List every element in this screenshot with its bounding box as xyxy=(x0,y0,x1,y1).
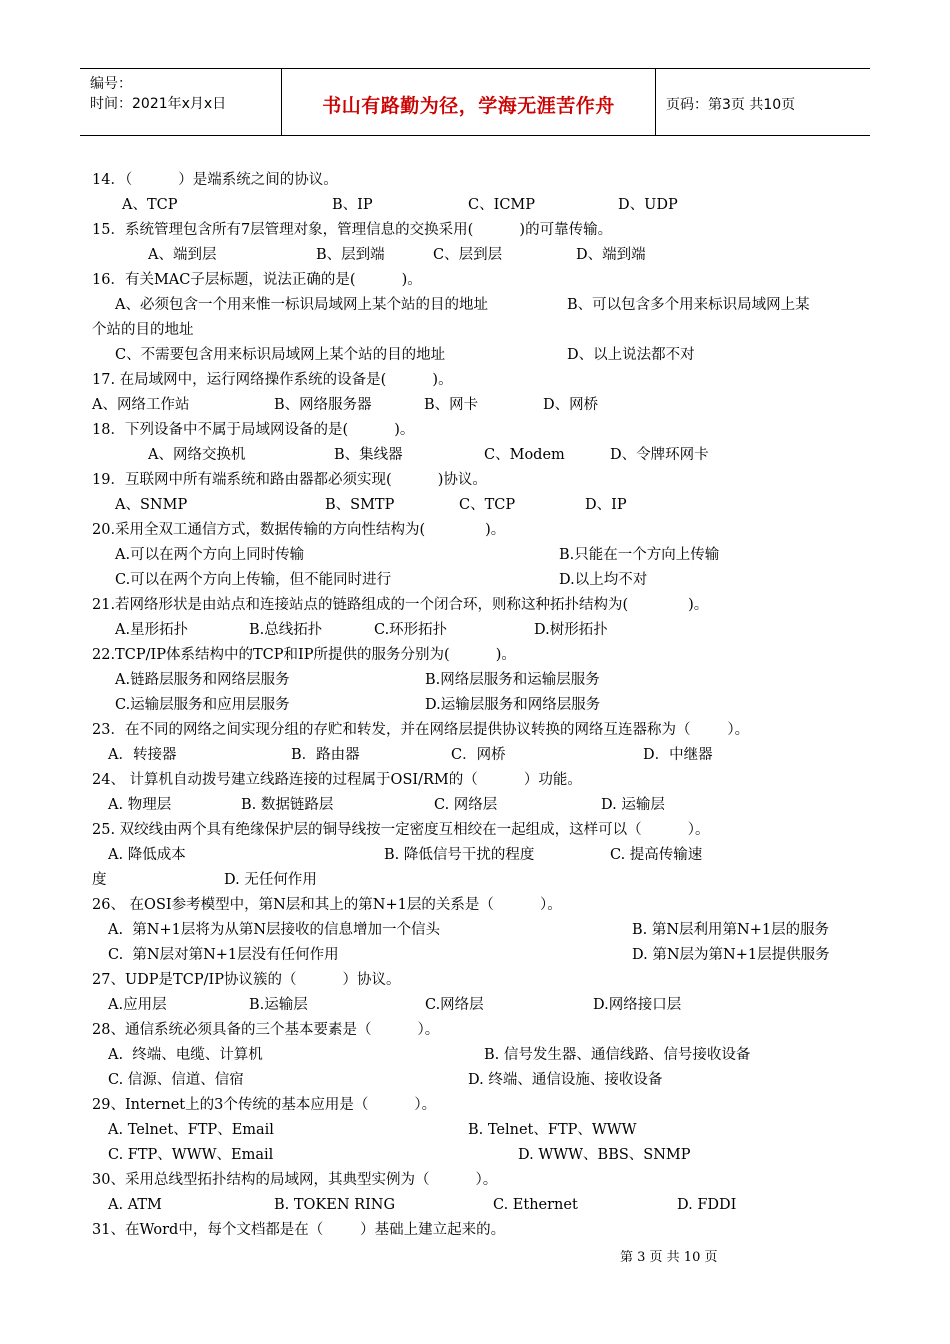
option: D. 终端、通信设施、接收设备 xyxy=(468,1072,663,1088)
question-28: 28、通信系统必须具备的三个基本要素是（ ）。 xyxy=(92,1022,440,1038)
option: A. ATM xyxy=(108,1197,162,1213)
option: B.网络层服务和运输层服务 xyxy=(425,672,600,688)
header-meta-cell xyxy=(80,69,282,135)
option: C.运输层服务和应用层服务 xyxy=(115,697,290,713)
option: C. FTP、WWW、Email xyxy=(108,1147,274,1163)
question-21: 21.若网络形状是由站点和连接站点的链路组成的一个闭合环，则称这种拓扑结构为( )。 xyxy=(92,597,709,613)
question-31: 31、在Word中，每个文档都是在（ ）基础上建立起来的。 xyxy=(92,1222,506,1238)
question-15: 15．系统管理包含所有7层管理对象，管理信息的交换采用( )的可靠传输。 xyxy=(92,222,613,238)
option: D、网桥 xyxy=(543,397,599,413)
motto-text: 书山有路勤为径，学海无涯苦作舟 xyxy=(322,95,615,117)
option: B、SMTP xyxy=(325,497,395,513)
option: B、集线器 xyxy=(334,447,403,463)
option: B．路由器 xyxy=(291,747,360,763)
option: D.以上均不对 xyxy=(559,572,648,588)
option: B. TOKEN RING xyxy=(274,1197,396,1213)
option: B、网卡 xyxy=(424,397,479,413)
option: A.链路层服务和网络层服务 xyxy=(115,672,290,688)
option: C、ICMP xyxy=(468,197,536,213)
option: C.可以在两个方向上传输，但不能同时进行 xyxy=(115,572,392,588)
option-continuation: 个站的目的地址 xyxy=(92,322,194,338)
question-14: 14．（ ）是端系统之间的协议。 xyxy=(92,172,338,188)
option: A、网络交换机 xyxy=(148,447,246,463)
option: D. FDDI xyxy=(677,1197,737,1213)
option: A.可以在两个方向上同时传输 xyxy=(115,547,305,563)
question-18: 18．下列设备中不属于局域网设备的是( )。 xyxy=(92,422,415,438)
question-24: 24、 计算机自动拨号建立线路连接的过程属于OSI/RM的（ ）功能。 xyxy=(92,772,582,788)
option: B. 第N层利用第N+1层的服务 xyxy=(632,922,830,938)
option: D. 无任何作用 xyxy=(224,872,317,888)
option: C、TCP xyxy=(459,497,516,513)
option: C、层到层 xyxy=(433,247,503,263)
question-17: 17. 在局域网中，运行网络操作系统的设备是( )。 xyxy=(92,372,453,388)
option: A、网络工作站 xyxy=(92,397,190,413)
option: C. 提高传输速 xyxy=(610,847,703,863)
option: C. 第N层对第N+1层没有任何作用 xyxy=(108,947,339,963)
option: B、网络服务器 xyxy=(274,397,372,413)
option: B. 数据链路层 xyxy=(241,797,334,813)
question-25: 25. 双绞线由两个具有绝缘保护层的铜导线按一定密度互相绞在一起组成，这样可以（ ）。 xyxy=(92,822,710,838)
question-20: 20.采用全双工通信方式，数据传输的方向性结构为( )。 xyxy=(92,522,506,538)
header-motto-cell xyxy=(282,69,656,135)
option: D、UDP xyxy=(618,197,678,213)
option: A、端到层 xyxy=(148,247,217,263)
option: D.树形拓扑 xyxy=(534,622,608,638)
option: C.网络层 xyxy=(425,997,484,1013)
option: B.运输层 xyxy=(249,997,308,1013)
option: A. 第N+1层将为从第N层接收的信息增加一个信头 xyxy=(108,922,441,938)
option: B、可以包含多个用来标识局域网上某 xyxy=(567,297,810,313)
option: A.星形拓扑 xyxy=(115,622,189,638)
option: A. Telnet、FTP、Email xyxy=(108,1122,274,1138)
option: B. 信号发生器、通信线路、信号接收设备 xyxy=(484,1047,751,1063)
question-22: 22.TCP/IP体系结构中的TCP和IP所提供的服务分别为( )。 xyxy=(92,647,516,663)
option-continuation: 度 xyxy=(92,872,107,888)
question-23: 23．在不同的网络之间实现分组的存贮和转发，并在网络层提供协议转换的网络互连器称为（ ）。 xyxy=(92,722,750,738)
option: C．网桥 xyxy=(451,747,506,763)
option: C、Modem xyxy=(484,447,565,463)
doc-number-label: 编号： xyxy=(90,76,132,92)
question-16: 16．有关MAC子层标题，说法正确的是( )。 xyxy=(92,272,422,288)
page-info: 页码：第3页 共10页 xyxy=(666,97,796,113)
question-19: 19．互联网中所有端系统和路由器都必须实现( )协议。 xyxy=(92,472,487,488)
option: A、TCP xyxy=(122,197,178,213)
option: C. Ethernet xyxy=(493,1197,578,1213)
option: B. Telnet、FTP、WWW xyxy=(468,1122,637,1138)
option: D.运输层服务和网络层服务 xyxy=(425,697,601,713)
option: D. 第N层为第N+1层提供服务 xyxy=(632,947,830,963)
option: A.应用层 xyxy=(108,997,167,1013)
option: A. 终端、电缆、计算机 xyxy=(108,1047,263,1063)
option: D. WWW、BBS、SNMP xyxy=(518,1147,691,1163)
option: C. 信源、信道、信宿 xyxy=(108,1072,244,1088)
question-26: 26、 在OSI参考模型中，第N层和其上的第N+1层的关系是（ ）。 xyxy=(92,897,562,913)
option: C.环形拓扑 xyxy=(374,622,448,638)
option: B.只能在一个方向上传输 xyxy=(559,547,720,563)
option: B.总线拓扑 xyxy=(249,622,323,638)
option: A、必须包含一个用来惟一标识局域网上某个站的目的地址 xyxy=(115,297,488,313)
option: C. 网络层 xyxy=(434,797,498,813)
option: B. 降低信号干扰的程度 xyxy=(384,847,535,863)
header-page-cell xyxy=(656,69,870,135)
option: A、SNMP xyxy=(115,497,188,513)
option: A．转接器 xyxy=(108,747,177,763)
option: D、端到端 xyxy=(576,247,646,263)
option: D. 运输层 xyxy=(601,797,665,813)
option: A. 降低成本 xyxy=(108,847,186,863)
page-header xyxy=(80,68,870,136)
option: D、令牌环网卡 xyxy=(610,447,709,463)
date-label: 时间：2021年x月x日 xyxy=(90,96,227,112)
option: B、IP xyxy=(332,197,373,213)
option: B、层到端 xyxy=(316,247,385,263)
question-30: 30、采用总线型拓扑结构的局域网，其典型实例为（ ）。 xyxy=(92,1172,498,1188)
option: D.网络接口层 xyxy=(593,997,682,1013)
option: C、不需要包含用来标识局域网上某个站的目的地址 xyxy=(115,347,446,363)
question-29: 29、Internet上的3个传统的基本应用是（ ）。 xyxy=(92,1097,437,1113)
question-27: 27、UDP是TCP/IP协议簇的（ ）协议。 xyxy=(92,972,401,988)
option: D、以上说法都不对 xyxy=(567,347,695,363)
option: A. 物理层 xyxy=(108,797,172,813)
option: D．中继器 xyxy=(643,747,713,763)
page-footer: 第 3 页 共 10 页 xyxy=(620,1250,718,1265)
option: D、IP xyxy=(585,497,627,513)
